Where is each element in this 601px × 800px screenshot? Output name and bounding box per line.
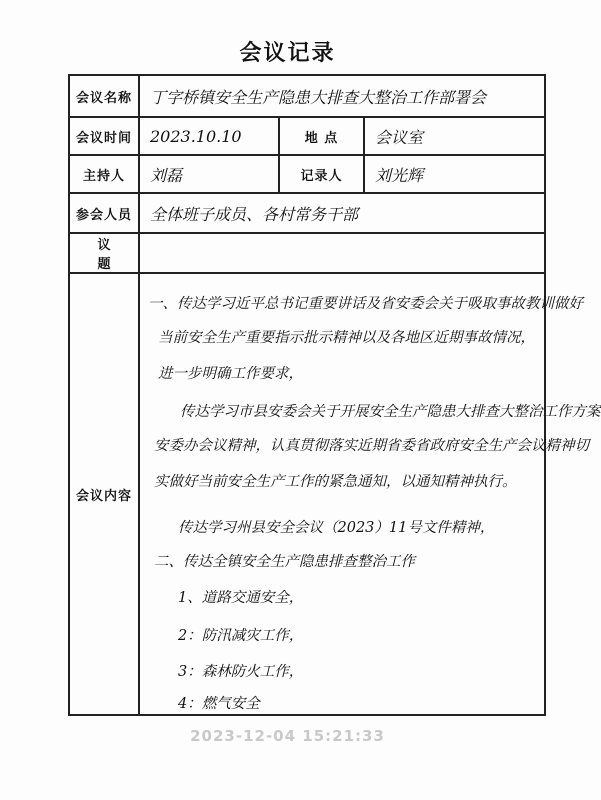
recorder-label: 记录人 [279,155,364,193]
content-body [139,273,601,715]
attendees-row [69,193,545,233]
content-line: 2：防汛减灾工作， [178,628,304,644]
host-row [69,155,545,193]
content-row [69,273,545,715]
content-line: 安委办会议精神，认真贯彻落实近期省委省政府安全生产会议精神切 [154,438,589,454]
location-label: 地 点 [279,117,364,155]
content-line: 实做好当前安全生产工作的紧急通知，以通知精神执行。 [154,474,517,490]
content-line: 1、道路交通安全， [178,590,304,606]
meeting-time-label: 会议时间 [69,117,139,155]
content-line: 4：燃气安全 [178,696,260,712]
host-label: 主持人 [69,155,139,193]
content-line: 二、传达全镇安全生产隐患排查整治工作 [154,554,415,570]
topic-row [69,233,545,273]
content-line: 一、传达学习近平总书记重要讲话及省安委会关于吸取事故教训做好 [148,296,583,312]
meeting-name-row [69,75,545,117]
page-title: 会议记录 [239,41,336,66]
meeting-name-value: 丁字桥镇安全生产隐患大排查大整治工作部署会 [139,75,545,117]
content-label: 会议内容 [69,273,139,715]
meeting-name-label: 会议名称 [69,75,139,117]
capture-timestamp: 2023-12-04 15:21:33 [190,727,385,745]
topic-label: 议题 [69,233,139,273]
attendees-value: 全体班子成员、各村常务干部 [139,193,545,233]
content-line: 3：森林防火工作， [178,664,304,680]
location-value: 会议室 [364,117,545,155]
topic-value [139,233,545,273]
content-line: 传达学习州县安全会议（2023）11号文件精神， [178,520,495,536]
content-line: 当前安全生产重要指示批示精神以及各地区近期事故情况， [158,330,535,346]
meeting-record-form [68,74,601,716]
attendees-label: 参会人员 [69,193,139,233]
content-line: 传达学习市县安委会关于开展安全生产隐患大排查大整治工作方案 [180,404,601,420]
recorder-value: 刘光辉 [364,155,545,193]
content-line: 进一步明确工作要求， [158,366,303,382]
meeting-time-value: 2023.10.10 [139,117,279,155]
host-value: 刘磊 [139,155,279,193]
meeting-time-row [69,117,545,155]
